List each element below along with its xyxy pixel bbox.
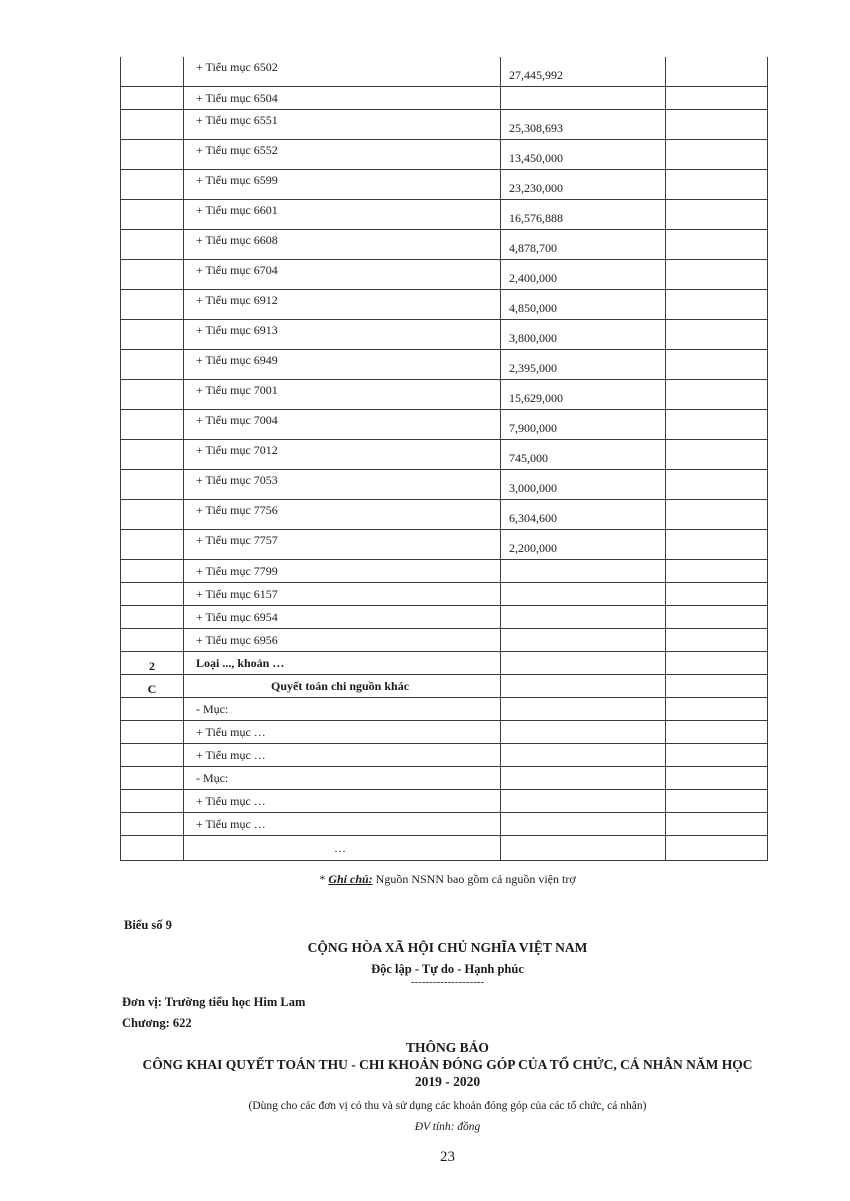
- table-row: [121, 813, 768, 836]
- amount-cell: [501, 380, 666, 410]
- amount-cell: [501, 583, 666, 606]
- row-index-cell: [121, 170, 184, 200]
- table-row: [121, 652, 768, 675]
- table-row: [121, 320, 768, 350]
- item-label-cell: [184, 410, 501, 440]
- extra-cell: [666, 350, 768, 380]
- row-index-cell: [121, 260, 184, 290]
- item-label-cell: [184, 744, 501, 767]
- item-label: + Tiểu mục 6552: [196, 143, 278, 157]
- amount-cell: [501, 350, 666, 380]
- item-label-cell: [184, 140, 501, 170]
- extra-cell: [666, 57, 768, 87]
- amount-cell: [501, 675, 666, 698]
- amount-cell: [501, 698, 666, 721]
- extra-cell: [666, 87, 768, 110]
- item-label: + Tiểu mục 6599: [196, 173, 278, 187]
- item-label: …: [334, 841, 346, 855]
- amount-cell: [501, 767, 666, 790]
- amount-cell: [501, 500, 666, 530]
- national-motto: Độc lập - Tự do - Hạnh phúc: [371, 962, 524, 976]
- item-label-cell: [184, 767, 501, 790]
- item-label: + Tiểu mục 6608: [196, 233, 278, 247]
- extra-cell: [666, 629, 768, 652]
- amount-value: 745,000: [509, 451, 548, 465]
- row-index-cell: [121, 380, 184, 410]
- report-subtitle: (Dùng cho các đơn vị có thu và sử dụng các khoản đóng góp của các tổ chức, cá nhân): [248, 1099, 647, 1112]
- item-label-cell: [184, 230, 501, 260]
- extra-cell: [666, 698, 768, 721]
- item-label-cell: [184, 110, 501, 140]
- row-index-cell: 2: [121, 652, 184, 675]
- page-number: 23: [440, 1148, 455, 1165]
- item-label-cell: [184, 500, 501, 530]
- extra-cell: [666, 320, 768, 350]
- item-label: + Tiểu mục 7799: [196, 564, 278, 578]
- item-label: + Tiểu mục 6502: [196, 60, 278, 74]
- amount-cell: [501, 744, 666, 767]
- table-row: [121, 698, 768, 721]
- item-label: + Tiểu mục 6913: [196, 323, 278, 337]
- extra-cell: [666, 652, 768, 675]
- extra-cell: [666, 140, 768, 170]
- item-label-cell: [184, 530, 501, 560]
- extra-cell: [666, 675, 768, 698]
- amount-value: 2,395,000: [509, 361, 557, 375]
- extra-cell: [666, 440, 768, 470]
- extra-cell: [666, 530, 768, 560]
- amount-cell: [501, 560, 666, 583]
- row-index-cell: [121, 790, 184, 813]
- item-label-cell: [184, 790, 501, 813]
- report-title-line1: THÔNG BÁO: [406, 1040, 489, 1055]
- item-label-cell: [184, 170, 501, 200]
- item-label-cell: [184, 583, 501, 606]
- extra-cell: [666, 813, 768, 836]
- extra-cell: [666, 110, 768, 140]
- extra-cell: [666, 560, 768, 583]
- item-label: + Tiểu mục 7001: [196, 383, 278, 397]
- extra-cell: [666, 744, 768, 767]
- table-row: [121, 500, 768, 530]
- item-label: + Tiểu mục 6954: [196, 610, 278, 624]
- row-index-cell: [121, 721, 184, 744]
- footnote: [120, 872, 775, 887]
- item-label-cell: [184, 629, 501, 652]
- item-label-cell: [184, 470, 501, 500]
- table-row: [121, 380, 768, 410]
- item-label: - Mục:: [196, 702, 229, 716]
- footnote-label: Ghi chú:: [328, 872, 373, 886]
- amount-cell: [501, 140, 666, 170]
- row-index-cell: [121, 813, 184, 836]
- table-row: [121, 675, 768, 698]
- amount-cell: [501, 790, 666, 813]
- row-index-cell: C: [121, 675, 184, 698]
- amount-value: 25,308,693: [509, 121, 563, 135]
- amount-cell: [501, 57, 666, 87]
- amount-cell: [501, 110, 666, 140]
- amount-value: 23,230,000: [509, 181, 563, 195]
- table-row: [121, 836, 768, 861]
- amount-value: 2,400,000: [509, 271, 557, 285]
- row-index-cell: [121, 290, 184, 320]
- amount-cell: [501, 652, 666, 675]
- table-row: [121, 57, 768, 87]
- amount-cell: [501, 320, 666, 350]
- row-index-cell: [121, 583, 184, 606]
- extra-cell: [666, 410, 768, 440]
- currency-unit-label: ĐV tính: đồng: [414, 1120, 481, 1133]
- item-label: + Tiểu mục …: [196, 794, 266, 808]
- row-index-cell: [121, 530, 184, 560]
- row-index-cell: [121, 200, 184, 230]
- report-title-line2: CÔNG KHAI QUYẾT TOÁN THU - CHI KHOẢN ĐÓNG GÓP CỦA TỔ CHỨC, CÁ NHÂN NĂM HỌC 2019 - 2020: [142, 1057, 753, 1089]
- item-label-cell: [184, 260, 501, 290]
- item-label-cell: [184, 698, 501, 721]
- amount-cell: [501, 836, 666, 861]
- amount-cell: [501, 290, 666, 320]
- item-label: Quyết toán chi nguồn khác: [270, 679, 410, 693]
- item-label: Loại ..., khoản …: [196, 656, 285, 670]
- amount-cell: [501, 260, 666, 290]
- amount-value: 2,200,000: [509, 541, 557, 555]
- table-row: [121, 410, 768, 440]
- table-row: [121, 350, 768, 380]
- row-index-cell: [121, 440, 184, 470]
- table-row: [121, 170, 768, 200]
- chapter-number: Chương: 622: [122, 1016, 192, 1030]
- table-row: [121, 110, 768, 140]
- row-index-cell: [121, 629, 184, 652]
- table-row: [121, 744, 768, 767]
- row-index-cell: [121, 350, 184, 380]
- table-row: [121, 140, 768, 170]
- extra-cell: [666, 380, 768, 410]
- item-label-cell: [184, 200, 501, 230]
- amount-value: 4,878,700: [509, 241, 557, 255]
- extra-cell: [666, 260, 768, 290]
- extra-cell: [666, 200, 768, 230]
- item-label: + Tiểu mục 6912: [196, 293, 278, 307]
- item-label-cell: [184, 836, 501, 861]
- row-index-cell: [121, 57, 184, 87]
- table-row: [121, 440, 768, 470]
- amount-cell: [501, 530, 666, 560]
- amount-value: 3,000,000: [509, 481, 557, 495]
- item-label-cell: [184, 721, 501, 744]
- item-label: + Tiểu mục …: [196, 748, 266, 762]
- row-index-cell: [121, 606, 184, 629]
- amount-cell: [501, 170, 666, 200]
- row-index-cell: [121, 110, 184, 140]
- amount-cell: [501, 87, 666, 110]
- table-row: [121, 290, 768, 320]
- item-label: + Tiểu mục …: [196, 817, 266, 831]
- extra-cell: [666, 606, 768, 629]
- form-number: Biểu số 9: [124, 918, 172, 932]
- table-row: [121, 530, 768, 560]
- table-row: [121, 200, 768, 230]
- budget-table: [120, 57, 768, 861]
- table-row: [121, 767, 768, 790]
- item-label-cell: [184, 380, 501, 410]
- document-page: [120, 57, 775, 1166]
- item-label-cell: [184, 606, 501, 629]
- item-label: + Tiểu mục 6949: [196, 353, 278, 367]
- amount-cell: [501, 200, 666, 230]
- item-label: + Tiểu mục 7053: [196, 473, 278, 487]
- amount-cell: [501, 470, 666, 500]
- amount-value: 6,304,600: [509, 511, 557, 525]
- row-index-cell: [121, 230, 184, 260]
- item-label-cell: [184, 57, 501, 87]
- item-label-cell: [184, 87, 501, 110]
- table-row: [121, 583, 768, 606]
- extra-cell: [666, 500, 768, 530]
- extra-cell: [666, 230, 768, 260]
- table-row: [121, 87, 768, 110]
- item-label: + Tiểu mục 6956: [196, 633, 278, 647]
- row-index-cell: [121, 836, 184, 861]
- extra-cell: [666, 836, 768, 861]
- amount-value: 7,900,000: [509, 421, 557, 435]
- amount-value: 15,629,000: [509, 391, 563, 405]
- item-label: + Tiểu mục 6504: [196, 91, 278, 105]
- amount-cell: [501, 721, 666, 744]
- amount-cell: [501, 440, 666, 470]
- row-index-cell: [121, 140, 184, 170]
- extra-cell: [666, 470, 768, 500]
- item-label: + Tiểu mục 6601: [196, 203, 278, 217]
- item-label: + Tiểu mục 7012: [196, 443, 278, 457]
- item-label: + Tiểu mục 6157: [196, 587, 278, 601]
- row-index-cell: [121, 410, 184, 440]
- item-label-cell: [184, 813, 501, 836]
- item-label: - Mục:: [196, 771, 229, 785]
- item-label: + Tiểu mục 6704: [196, 263, 278, 277]
- table-row: [121, 629, 768, 652]
- item-label: + Tiểu mục …: [196, 725, 266, 739]
- amount-value: 4,850,000: [509, 301, 557, 315]
- item-label: + Tiểu mục 6551: [196, 113, 278, 127]
- item-label: + Tiểu mục 7004: [196, 413, 278, 427]
- amount-value: [501, 857, 665, 860]
- table-row: [121, 560, 768, 583]
- item-label-cell: [184, 675, 501, 698]
- amount-cell: [501, 410, 666, 440]
- item-label-cell: [184, 560, 501, 583]
- row-index-cell: [121, 87, 184, 110]
- table-row: [121, 230, 768, 260]
- footnote-prefix: *: [319, 872, 329, 886]
- item-label: + Tiểu mục 7756: [196, 503, 278, 517]
- row-index-cell: [121, 744, 184, 767]
- budget-table-body: [121, 57, 768, 861]
- footnote-text: Nguồn NSNN bao gồm cả nguồn viện trợ: [372, 872, 576, 886]
- item-label: + Tiểu mục 7757: [196, 533, 278, 547]
- row-index-cell: [121, 470, 184, 500]
- amount-value: 27,445,992: [509, 68, 563, 82]
- extra-cell: [666, 583, 768, 606]
- row-index-cell: [121, 500, 184, 530]
- item-label-cell: [184, 350, 501, 380]
- unit-name: Đơn vị: Trường tiểu học Him Lam: [122, 995, 306, 1009]
- row-index-cell: [121, 767, 184, 790]
- table-row: [121, 721, 768, 744]
- item-label-cell: [184, 320, 501, 350]
- amount-cell: [501, 230, 666, 260]
- amount-value: 13,450,000: [509, 151, 563, 165]
- extra-cell: [666, 721, 768, 744]
- motto-divider: --------------------: [410, 976, 485, 988]
- amount-value: 3,800,000: [509, 331, 557, 345]
- item-label-cell: [184, 440, 501, 470]
- table-row: [121, 790, 768, 813]
- table-row: [121, 470, 768, 500]
- table-row: [121, 260, 768, 290]
- amount-value: 16,576,888: [509, 211, 563, 225]
- row-index-cell: [121, 698, 184, 721]
- extra-cell: [666, 170, 768, 200]
- amount-cell: [501, 629, 666, 652]
- table-row: [121, 606, 768, 629]
- amount-cell: [501, 606, 666, 629]
- extra-cell: [666, 790, 768, 813]
- national-header: CỘNG HÒA XÃ HỘI CHỦ NGHĨA VIỆT NAM: [307, 940, 588, 955]
- extra-cell: [666, 767, 768, 790]
- extra-cell: [666, 290, 768, 320]
- item-label-cell: [184, 652, 501, 675]
- row-index-cell: [121, 320, 184, 350]
- item-label-cell: [184, 290, 501, 320]
- amount-cell: [501, 813, 666, 836]
- row-index-cell: [121, 560, 184, 583]
